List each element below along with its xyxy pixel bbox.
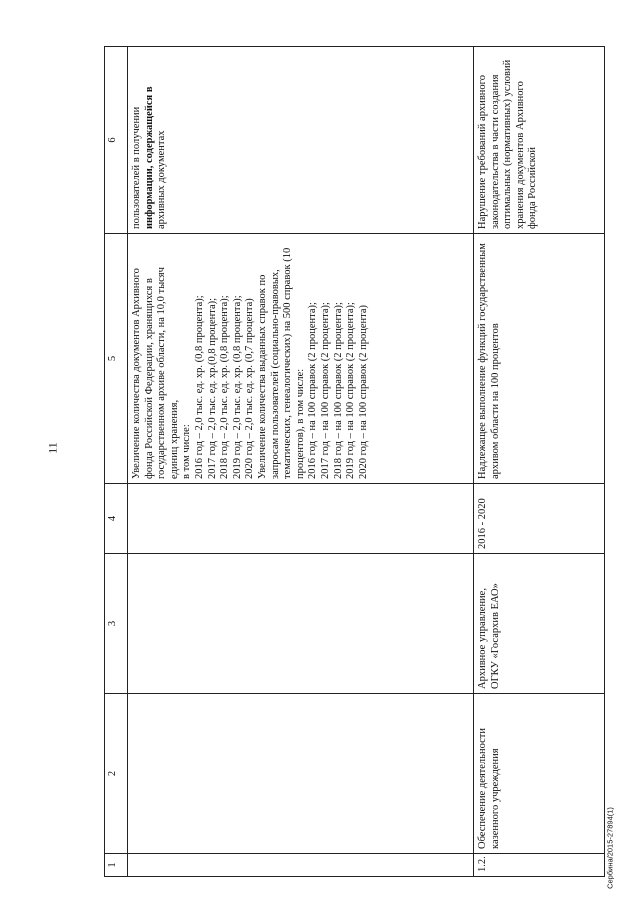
cell-executor <box>128 554 474 694</box>
rotated-table-frame <box>104 47 602 877</box>
cell-num: 1.2. <box>474 854 605 877</box>
table-row <box>474 47 605 877</box>
landscape-table-wrapper <box>104 47 602 877</box>
result-line: 2016 год – 2,0 тыс. ед. хр. (0,8 процента); <box>193 295 205 479</box>
consequence-tail-text: архивных документах <box>156 130 168 229</box>
result-line: 2019 год – 2,0 тыс. ед. хр. (0,8 процента); <box>231 295 243 479</box>
consequence-bold-text: информации, содержащейся в <box>143 86 155 229</box>
result-line: 2018 год – 2,0 тыс. ед. хр. (0,8 процента); <box>219 295 231 479</box>
cell-period <box>128 484 474 554</box>
cell-consequence: Нарушение требований архивного законодательства в части создания оптимальных (нормативных) условий хранения документов Архивного фонда Российской <box>474 47 605 234</box>
cell-executor: Архивное управление, ОГКУ «Госархив ЕАО» <box>474 554 605 694</box>
result-line: 2017 год – на 100 справок (2 процента); <box>319 302 331 479</box>
cell-consequence <box>128 47 474 234</box>
page-number: 11 <box>45 442 60 454</box>
table-row <box>128 47 474 877</box>
header-row <box>105 47 128 877</box>
cell-period: 2016 - 2020 <box>474 484 605 554</box>
result-line: Увеличение количества выданных справок по запросам пользователей (социально-правовых, тематических, генеалогических) на 500 справок (10 процентов), в том числе: <box>256 247 306 479</box>
header-col-6: 6 <box>105 47 128 234</box>
result-line: 2018 год – на 100 справок (2 процента); <box>332 302 344 479</box>
result-line: 2020 год – на 100 справок (2 процента) <box>357 304 369 479</box>
result-line: 2019 год – на 100 справок (2 процента); <box>345 302 357 479</box>
cell-num <box>128 854 474 877</box>
cell-result: Надлежащее выполнение функций государственным архивом области на 100 процентов <box>474 234 605 484</box>
header-col-3: 3 <box>105 554 128 694</box>
header-col-2: 2 <box>105 694 128 854</box>
header-col-5: 5 <box>105 234 128 484</box>
result-line: 2020 год – 2,0 тыс. ед. хр. (0,7 процента) <box>244 298 256 479</box>
result-line: в том числе: <box>181 424 193 479</box>
header-col-1: 1 <box>105 854 128 877</box>
program-table <box>104 46 605 877</box>
consequence-text: пользователей в получении <box>131 106 142 229</box>
result-line: 2017 год – 2,0 тыс. ед. хр.(0,8 процента); <box>206 297 218 479</box>
cell-name: Обеспечение деятельности казенного учреждения <box>474 694 605 854</box>
document-stamp: Сербина/2015-27894(1) <box>605 807 615 889</box>
result-line: Увеличение количества документов Архивного фонда Российской Федерации, хранящихся в государственном архиве области, на 10,0 тысяч единиц хранения, <box>131 267 180 479</box>
cell-name <box>128 694 474 854</box>
result-line: 2016 год – на 100 справок (2 процента); <box>307 302 319 479</box>
header-col-4: 4 <box>105 484 128 554</box>
cell-result <box>128 234 474 484</box>
